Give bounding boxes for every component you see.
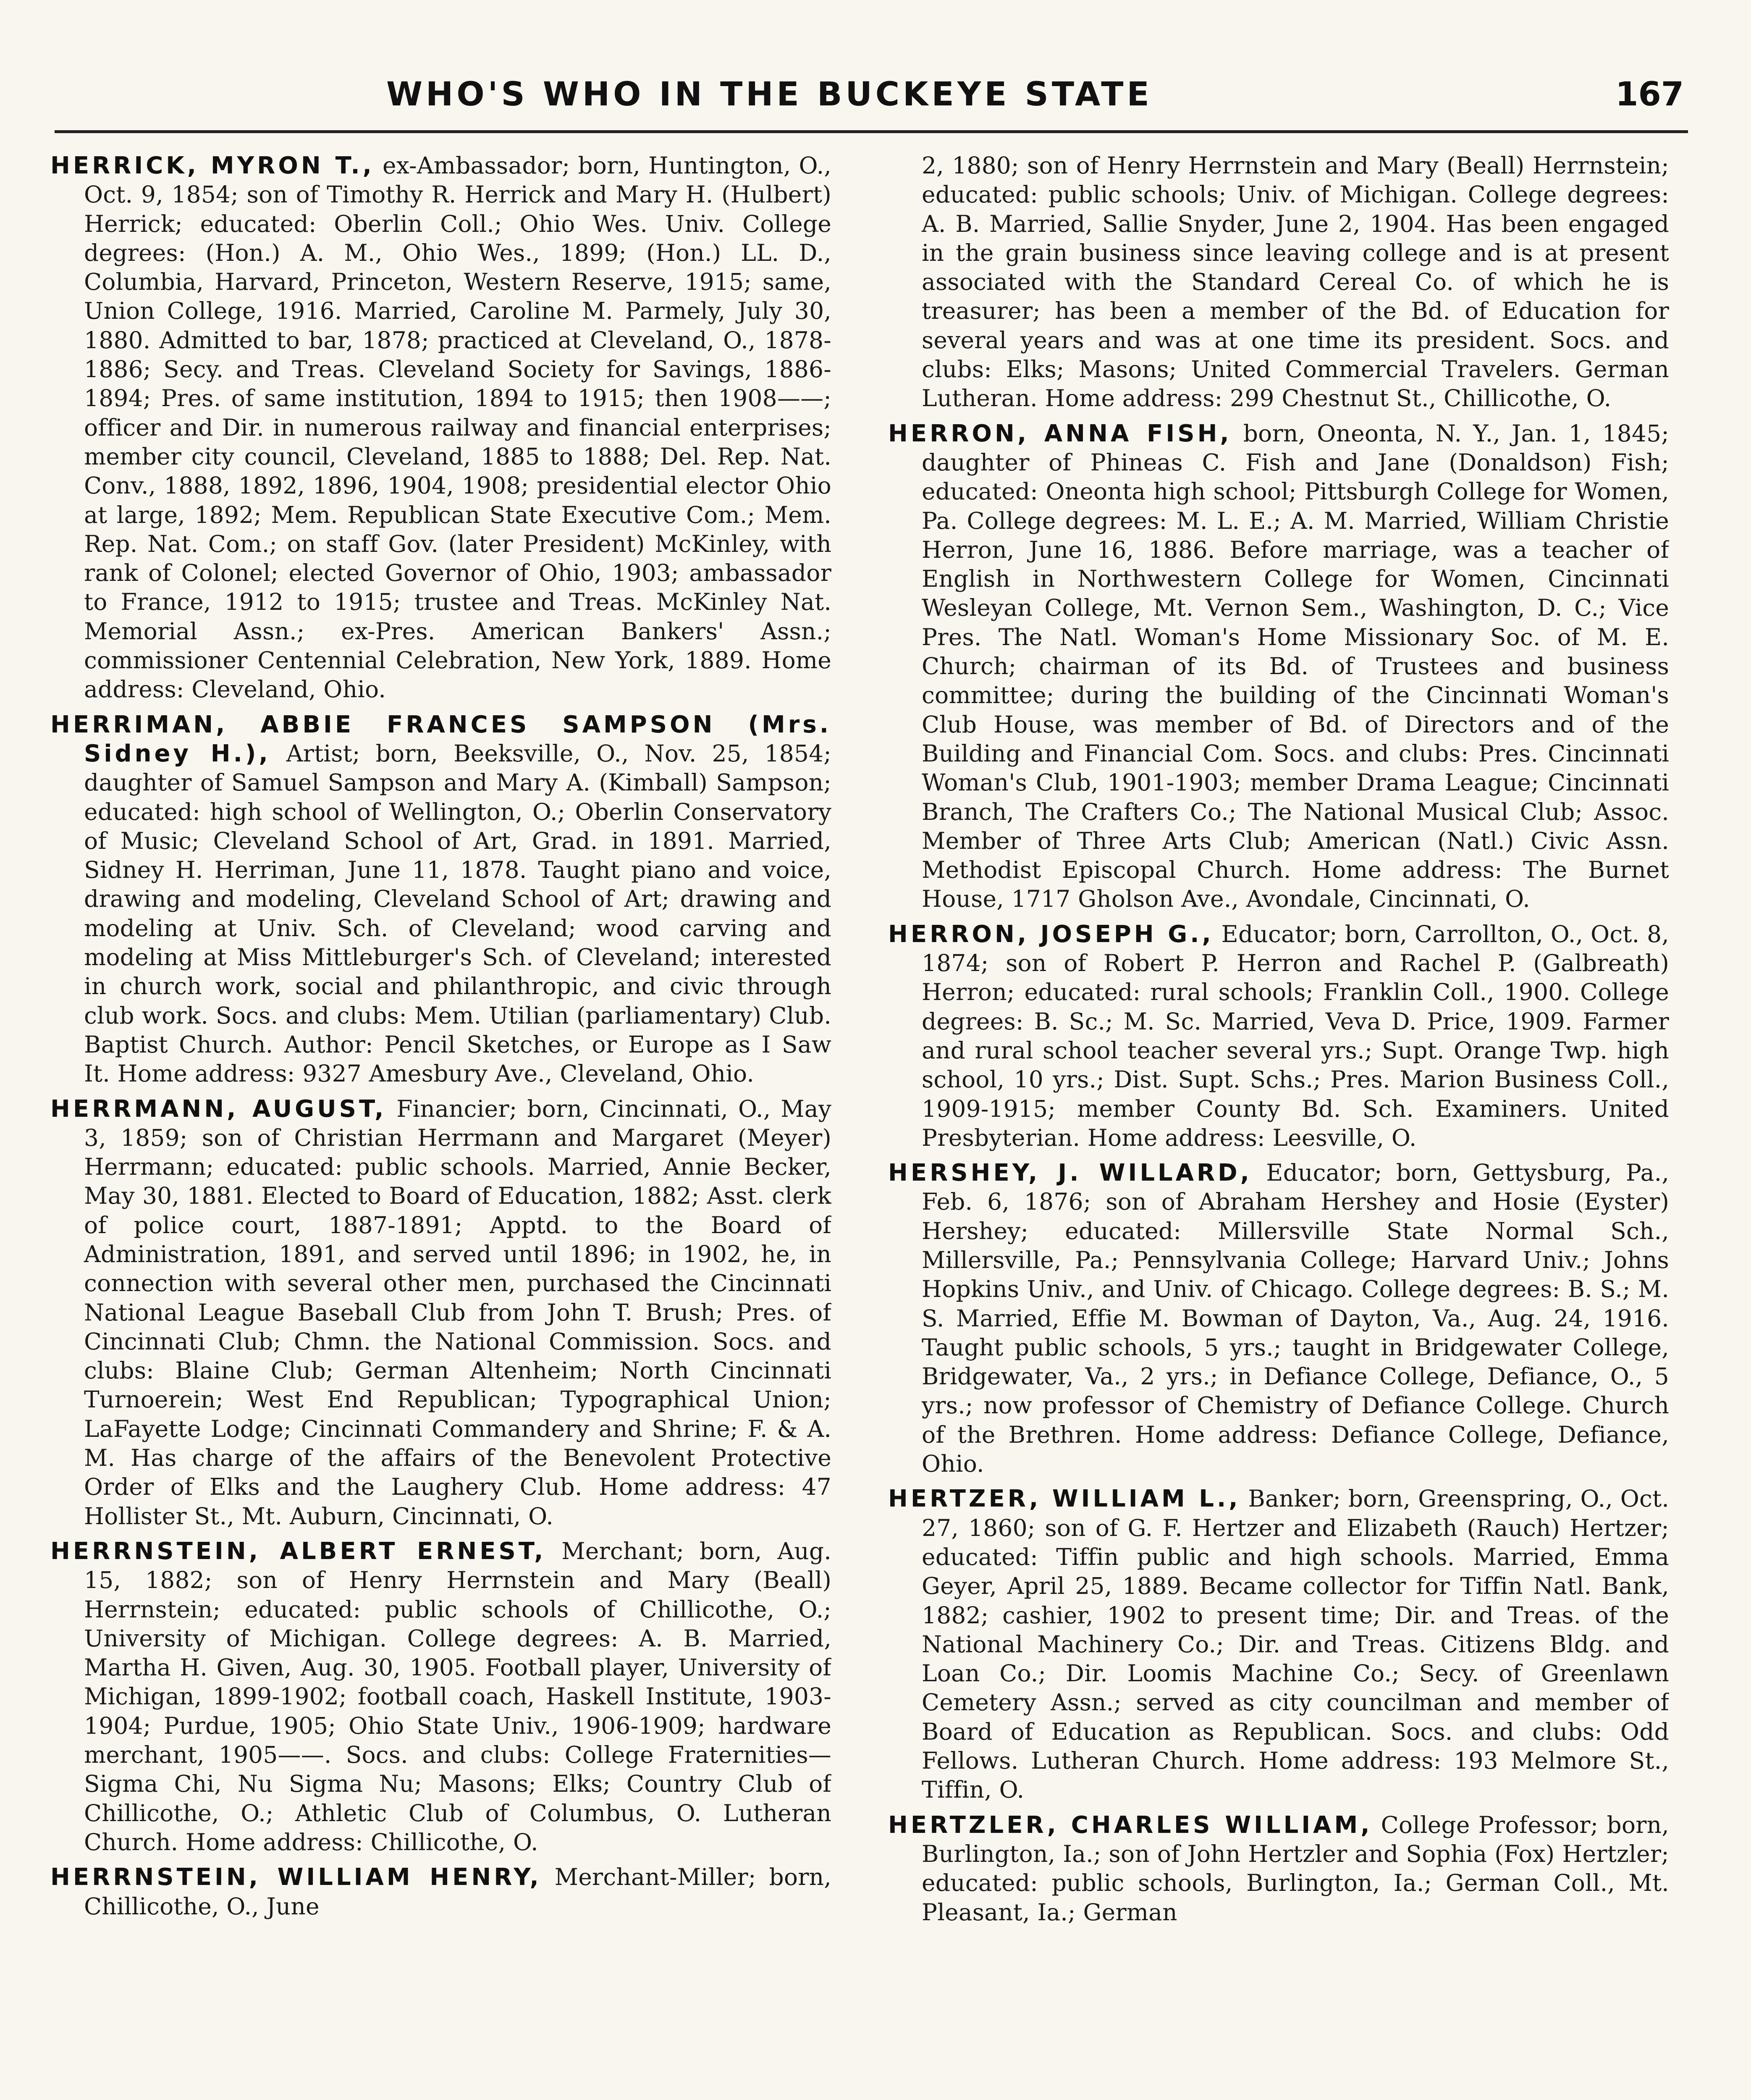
entry-name: HERRICK, MYRON T.,: [50, 152, 375, 179]
biography-entry: [50, 710, 831, 1089]
biography-entry: [50, 1863, 831, 1921]
entry-body: Financier; born, Cincinnati, O., May 3, 1859; son of Christian Herrmann and Margaret (Meyer) Herrmann; educated: public schools. Married, Annie Becker, May 30, 1881. Elected to Board of Education, 1882; Asst. clerk of police court, 1887-1891; Apptd. to the Board of Administration, 1891, and served until 1896; in 1902, he, in connection with several other men, purchased the Cincinnati National League Baseball Club from John T. Brush; Pres. of Cincinnati Club; Chmn. the National Commission. Socs. and clubs: Blaine Club; German Altenheim; North Cincinnati Turnoerein; West End Republican; Typographical Union; LaFayette Lodge; Cincinnati Commandery and Shrine; F. & A. M. Has charge of the affairs of the Benevolent Protective Order of Elks and the Laughery Club. Home address: 47 Hollister St., Mt. Auburn, Cincinnati, O.: [84, 1095, 831, 1530]
entry-body: 2, 1880; son of Henry Herrnstein and Mary (Beall) Herrnstein; educated: public schools; Univ. of Michigan. College degrees: A. B. Married, Sallie Snyder, June 2, 1904. Has been engaged in the grain business since leaving college and is at present associated with the Standard Cereal Co. of which he is treasurer; has been a member of the Bd. of Education for several years and was at one time its president. Socs. and clubs: Elks; Masons; United Commercial Travelers. German Lutheran. Home address: 299 Chestnut St., Chillicothe, O.: [922, 152, 1669, 412]
biography-entry: [888, 1811, 1669, 1927]
right-column: [888, 151, 1669, 2100]
biography-entry: [888, 419, 1669, 914]
entry-body: College Professor; born, Burlington, Ia.; son of John Hertzler and Sophia (Fox) Hertzler; educated: public schools, Burlington, Ia.; German Coll., Mt. Pleasant, Ia.; German: [922, 1811, 1669, 1926]
biography-entry: [888, 1484, 1669, 1804]
biography-entry: [50, 1095, 831, 1531]
entry-name: HERRON, JOSEPH G.,: [888, 920, 1214, 948]
running-title: WHO'S WHO IN THE BUCKEYE STATE: [386, 76, 1153, 113]
running-head: [55, 63, 1692, 126]
left-column: [50, 151, 831, 2100]
biography-entry-continued: [888, 151, 1669, 413]
entry-name: HERRIMAN, ABBIE FRANCES SAMPSON (Mrs. Sidney H.),: [50, 711, 831, 767]
header-rule: [55, 130, 1688, 133]
entry-body: Educator; born, Carrollton, O., Oct. 8, 1874; son of Robert P. Herron and Rachel P. (Galbreath) Herron; educated: rural schools; Franklin Coll., 1900. College degrees: B. Sc.; M. Sc. Married, Veva D. Price, 1909. Farmer and rural school teacher several yrs.; Supt. Orange Twp. high school, 10 yrs.; Dist. Supt. Schs.; Pres. Marion Business Coll., 1909-1915; member County Bd. Sch. Examiners. United Presbyterian. Home address: Leesville, O.: [922, 920, 1669, 1151]
entry-body: born, Oneonta, N. Y., Jan. 1, 1845; daughter of Phineas C. Fish and Jane (Donaldson) Fish; educated: Oneonta high school; Pittsburgh College for Women, Pa. College degrees: M. L. E.; A. M. Married, William Christie Herron, June 16, 1886. Before marriage, was a teacher of English in Northwestern College for Women, Cincinnati Wesleyan College, Mt. Vernon Sem., Washington, D. C.; Vice Pres. The Natl. Woman's Home Missionary Soc. of M. E. Church; chairman of its Bd. of Trustees and business committee; during the building of the Cincinnati Woman's Club House, was member of Bd. of Directors and of the Building and Financial Com. Socs. and clubs: Pres. Cincinnati Woman's Club, 1901-1903; member Drama League; Cincinnati Branch, The Crafters Co.; The National Musical Club; Assoc. Member of Three Arts Club; American (Natl.) Civic Assn. Methodist Episcopal Church. Home address: The Burnet House, 1717 Gholson Ave., Avondale, Cincinnati, O.: [922, 420, 1669, 913]
entry-name: HERSHEY, J. WILLARD,: [888, 1159, 1252, 1187]
biography-entry: [50, 1537, 831, 1857]
entry-body: Educator; born, Gettysburg, Pa., Feb. 6, 1876; son of Abraham Hershey and Hosie (Eyster) Hershey; educated: Millersville State Normal Sch., Millersville, Pa.; Pennsylvania College; Harvard Univ.; Johns Hopkins Univ., and Univ. of Chicago. College degrees: B. S.; M. S. Married, Effie M. Bowman of Dayton, Va., Aug. 24, 1916. Taught public schools, 5 yrs.; taught in Bridgewater College, Bridgewater, Va., 2 yrs.; in Defiance College, Defiance, O., 5 yrs.; now professor of Chemistry of Defiance College. Church of the Brethren. Home address: Defiance College, Defiance, Ohio.: [922, 1159, 1669, 1478]
entry-name: HERRMANN, AUGUST,: [50, 1095, 387, 1123]
entry-name: HERRON, ANNA FISH,: [888, 420, 1232, 447]
biography-entry: [888, 920, 1669, 1152]
entry-body: Merchant-Miller; born, Chillicothe, O., June: [84, 1864, 831, 1920]
entry-body: Banker; born, Greenspring, O., Oct. 27, 1860; son of G. F. Hertzer and Elizabeth (Rauch) Hertzer; educated: Tiffin public and high schools. Married, Emma Geyer, April 25, 1889. Became collector for Tiffin Natl. Bank, 1882; cashier, 1902 to present time; Dir. and Treas. of the National Machinery Co.; Dir. and Treas. Citizens Bldg. and Loan Co.; Dir. Loomis Machine Co.; Secy. of Greenlawn Cemetery Assn.; served as city councilman and member of Board of Education as Republican. Socs. and clubs: Odd Fellows. Lutheran Church. Home address: 193 Melmore St., Tiffin, O.: [922, 1485, 1669, 1803]
page-number: 167: [1615, 76, 1684, 113]
entry-body: Artist; born, Beeksville, O., Nov. 25, 1854; daughter of Samuel Sampson and Mary A. (Kimball) Sampson; educated: high school of Wellington, O.; Oberlin Conservatory of Music; Cleveland School of Art, Grad. in 1891. Married, Sidney H. Herriman, June 11, 1878. Taught piano and voice, drawing and modeling, Cleveland School of Art; drawing and modeling at Univ. Sch. of Cleveland; wood carving and modeling at Miss Mittleburger's Sch. of Cleveland; interested in church work, social and philanthropic, and civic through club work. Socs. and clubs: Mem. Utilian (parliamentary) Club. Baptist Church. Author: Pencil Sketches, or Europe as I Saw It. Home address: 9327 Amesbury Ave., Cleveland, Ohio.: [84, 740, 831, 1087]
entry-body: Merchant; born, Aug. 15, 1882; son of Henry Herrnstein and Mary (Beall) Herrnstein; educated: public schools of Chillicothe, O.; University of Michigan. College degrees: A. B. Married, Martha H. Given, Aug. 30, 1905. Football player, University of Michigan, 1899-1902; football coach, Haskell Institute, 1903-1904; Purdue, 1905; Ohio State Univ., 1906-1909; hardware merchant, 1905——. Socs. and clubs: College Fraternities—Sigma Chi, Nu Sigma Nu; Masons; Elks; Country Club of Chillicothe, O.; Athletic Club of Columbus, O. Lutheran Church. Home address: Chillicothe, O.: [84, 1537, 831, 1856]
biography-entry: [888, 1158, 1669, 1478]
entry-name: HERTZLER, CHARLES WILLIAM,: [888, 1811, 1373, 1839]
entry-name: HERTZER, WILLIAM L.,: [888, 1485, 1241, 1513]
entry-name: HERRNSTEIN, WILLIAM HENRY,: [50, 1864, 542, 1891]
entry-body: ex-Ambassador; born, Huntington, O., Oct. 9, 1854; son of Timothy R. Herrick and Mary H. (Hulbert) Herrick; educated: Oberlin Coll.; Ohio Wes. Univ. College degrees: (Hon.) A. M., Ohio Wes., 1899; (Hon.) LL. D., Columbia, Harvard, Princeton, Western Reserve, 1915; same, Union College, 1916. Married, Caroline M. Parmely, July 30, 1880. Admitted to bar, 1878; practiced at Cleveland, O., 1878-1886; Secy. and Treas. Cleveland Society for Savings, 1886-1894; Pres. of same institution, 1894 to 1915; then 1908——; officer and Dir. in numerous railway and financial enterprises; member city council, Cleveland, 1885 to 1888; Del. Rep. Nat. Conv., 1888, 1892, 1896, 1904, 1908; presidential elector Ohio at large, 1892; Mem. Republican State Executive Com.; Mem. Rep. Nat. Com.; on staff Gov. (later President) McKinley, with rank of Colonel; elected Governor of Ohio, 1903; ambassador to France, 1912 to 1915; trustee and Treas. McKinley Nat. Memorial Assn.; ex-Pres. American Bankers' Assn.; commissioner Centennial Celebration, New York, 1889. Home address: Cleveland, Ohio.: [84, 152, 831, 703]
entry-name: HERRNSTEIN, ALBERT ERNEST,: [50, 1537, 546, 1565]
biography-entry: [50, 151, 831, 704]
